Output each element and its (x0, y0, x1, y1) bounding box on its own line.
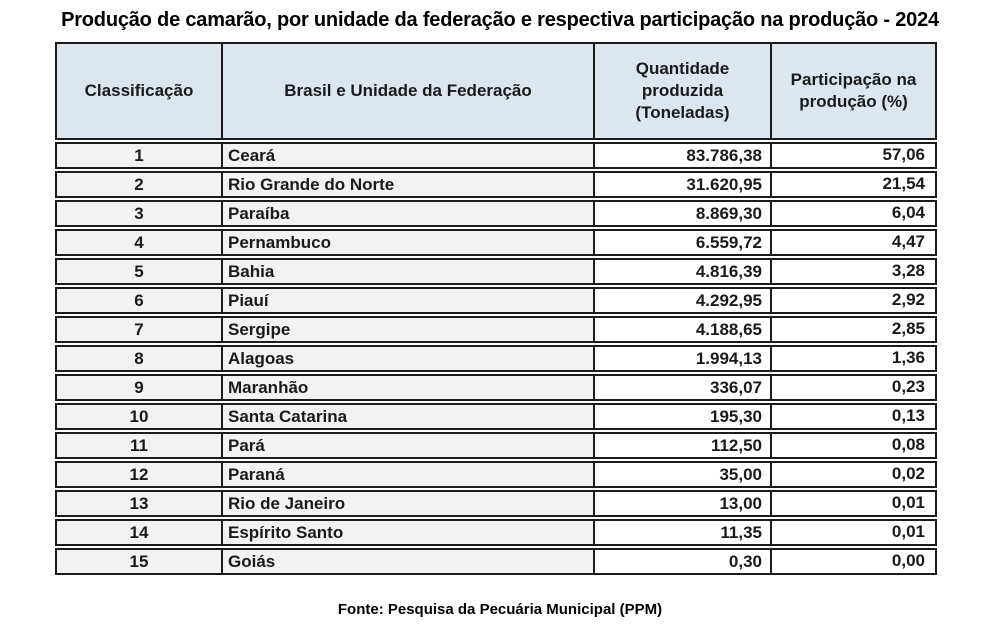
quantity-cell: 0,30 (595, 548, 772, 575)
column-header-share: Participação na produção (%) (772, 42, 937, 140)
share-cell: 4,47 (772, 229, 937, 256)
state-cell: Maranhão (223, 374, 595, 401)
state-cell: Bahia (223, 258, 595, 285)
state-cell: Pernambuco (223, 229, 595, 256)
column-header-classification: Classificação (55, 42, 223, 140)
state-cell: Paraíba (223, 200, 595, 227)
state-cell: Sergipe (223, 316, 595, 343)
quantity-cell: 13,00 (595, 490, 772, 517)
rank-cell: 10 (55, 403, 223, 430)
table-row (55, 548, 937, 575)
state-cell: Alagoas (223, 345, 595, 372)
state-cell: Rio de Janeiro (223, 490, 595, 517)
rank-cell: 11 (55, 432, 223, 459)
share-cell: 0,01 (772, 519, 937, 546)
page-title: Produção de camarão, por unidade da federação e respectiva participação na produção - 2024 (61, 9, 939, 31)
quantity-cell: 35,00 (595, 461, 772, 488)
rank-cell: 1 (55, 142, 223, 169)
rank-cell: 9 (55, 374, 223, 401)
state-cell: Ceará (223, 142, 595, 169)
table-row (55, 142, 937, 169)
share-cell: 2,85 (772, 316, 937, 343)
share-cell: 0,13 (772, 403, 937, 430)
share-cell: 0,00 (772, 548, 937, 575)
table-row (55, 229, 937, 256)
rank-cell: 5 (55, 258, 223, 285)
table-row (55, 519, 937, 546)
table-row (55, 316, 937, 343)
rank-cell: 4 (55, 229, 223, 256)
column-header-federation-unit: Brasil e Unidade da Federação (223, 42, 595, 140)
source-note: Fonte: Pesquisa da Pecuária Municipal (PPM) (337, 601, 663, 618)
share-cell: 6,04 (772, 200, 937, 227)
quantity-cell: 336,07 (595, 374, 772, 401)
state-cell: Paraná (223, 461, 595, 488)
header-row (55, 42, 937, 140)
quantity-cell: 4.816,39 (595, 258, 772, 285)
table-row (55, 171, 937, 198)
quantity-cell: 195,30 (595, 403, 772, 430)
table-row (55, 374, 937, 401)
share-cell: 0,23 (772, 374, 937, 401)
quantity-cell: 83.786,38 (595, 142, 772, 169)
rank-cell: 3 (55, 200, 223, 227)
table-body (55, 142, 937, 575)
table-row (55, 287, 937, 314)
rank-cell: 12 (55, 461, 223, 488)
table-row (55, 345, 937, 372)
quantity-cell: 4.188,65 (595, 316, 772, 343)
state-cell: Goiás (223, 548, 595, 575)
rank-cell: 2 (55, 171, 223, 198)
table-row (55, 461, 937, 488)
table-row (55, 432, 937, 459)
state-cell: Rio Grande do Norte (223, 171, 595, 198)
table-container (55, 40, 937, 577)
share-cell: 3,28 (772, 258, 937, 285)
share-cell: 21,54 (772, 171, 937, 198)
quantity-cell: 1.994,13 (595, 345, 772, 372)
table-row (55, 490, 937, 517)
state-cell: Pará (223, 432, 595, 459)
share-cell: 0,08 (772, 432, 937, 459)
rank-cell: 15 (55, 548, 223, 575)
table-row (55, 403, 937, 430)
quantity-cell: 4.292,95 (595, 287, 772, 314)
table-row (55, 200, 937, 227)
rank-cell: 7 (55, 316, 223, 343)
table-row (55, 258, 937, 285)
share-cell: 2,92 (772, 287, 937, 314)
quantity-cell: 6.559,72 (595, 229, 772, 256)
share-cell: 0,02 (772, 461, 937, 488)
rank-cell: 8 (55, 345, 223, 372)
rank-cell: 13 (55, 490, 223, 517)
table-header (55, 42, 937, 140)
state-cell: Santa Catarina (223, 403, 595, 430)
quantity-cell: 112,50 (595, 432, 772, 459)
column-header-quantity: Quantidade produzida (Toneladas) (595, 42, 772, 140)
quantity-cell: 31.620,95 (595, 171, 772, 198)
share-cell: 57,06 (772, 142, 937, 169)
state-cell: Piauí (223, 287, 595, 314)
rank-cell: 14 (55, 519, 223, 546)
quantity-cell: 11,35 (595, 519, 772, 546)
production-table (55, 40, 937, 577)
rank-cell: 6 (55, 287, 223, 314)
share-cell: 0,01 (772, 490, 937, 517)
share-cell: 1,36 (772, 345, 937, 372)
quantity-cell: 8.869,30 (595, 200, 772, 227)
state-cell: Espírito Santo (223, 519, 595, 546)
